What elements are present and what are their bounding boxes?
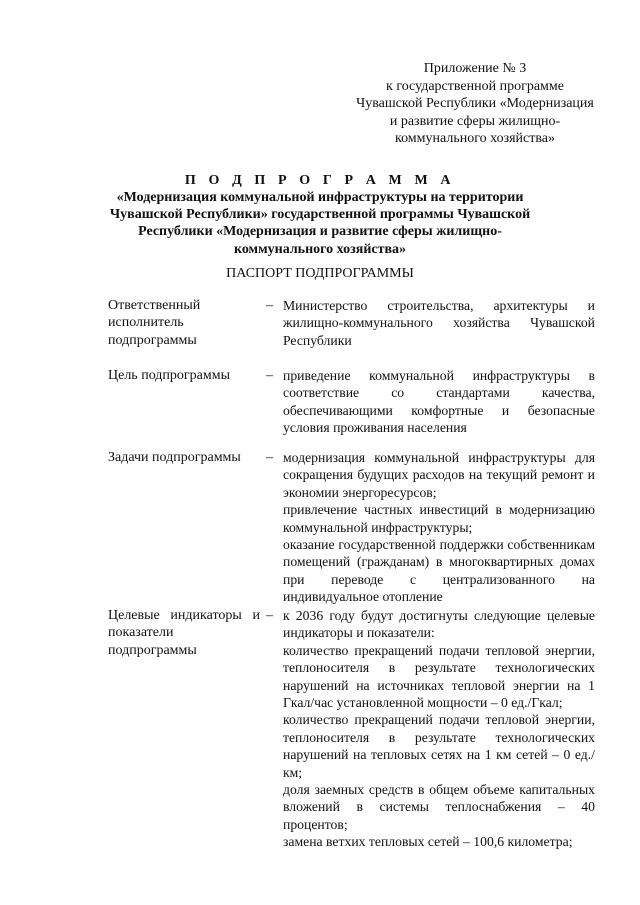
value-paragraph: привлечение частных инвестиций в модернизацию коммунальной инфраструктуры; [283,502,595,535]
subprogram-title-line: «Модернизация коммунальной инфраструктуры на территории [116,190,524,205]
row-value [283,367,595,437]
row-label: Задачи подпрограммы [108,450,241,465]
value-paragraph: к 2036 году будут достигнуты следующие целевые индикаторы и показатели: [283,608,595,641]
row-label: Целевые индикаторы и показатели подпрограммы [108,608,260,658]
subprogram-title-line: Чувашской Республики» государственной программы Чувашской [109,207,531,223]
appendix-line: и развитие сферы жилищно- [389,113,561,129]
subprogram-title [100,189,540,258]
row-dash: – [266,450,273,465]
appendix-line: Чувашской Республики «Модернизация [356,96,594,112]
row-label: Цель подпрограммы [108,368,230,383]
subprogram-title-line: коммунального хозяйства» [233,241,407,257]
row-dash: – [266,298,273,313]
appendix-note [340,60,610,148]
appendix-line: коммунального хозяйства» [394,131,556,147]
row-value [283,449,595,606]
row-value [283,607,595,851]
appendix-line: Приложение № 3 [423,61,527,76]
value-paragraph: доля заемных средств в общем объеме капитальных вложений в системы теплоснабжения – 40 процентов; [283,782,595,832]
value-paragraph: количество прекращений подачи тепловой энергии, теплоносителя в результате технологических нарушений на источниках тепловой энергии на 1 Гкал/час установленной мощности – 0 ед./Гкал; [283,642,595,711]
row-value [283,297,595,349]
value-paragraph: Министерство строительства, архитектуры и жилищно-коммунального хозяйства Чувашской Республики [283,298,595,348]
value-paragraph: количество прекращений подачи тепловой энергии, теплоносителя в результате технологических нарушений на тепловых сетях на 1 км сетей – 0 ед./км; [283,712,595,780]
subprogram-title-line: Республики «Модернизация и развитие сферы жилищно- [138,224,502,240]
value-paragraph: модернизация коммунальной инфраструктуры для сокращения будущих расходов на текущий ремонт и экономии энергоресурсов; [283,450,595,500]
subprogram-heading: П О Д П Р О Г Р А М М А [184,173,456,188]
value-paragraph: оказание государственной поддержки собственникам помещений (гражданам) в многоквартирных домах при переводе с централизованного на индивидуальное отопление [283,537,595,605]
value-paragraph: приведение коммунальной инфраструктуры в соответствие со стандартами качества, обеспечивающими комфортные и безопасные условия проживания населения [283,368,595,436]
row-label: Ответственный исполнитель подпрограммы [108,298,201,348]
appendix-line: к государственной программе [386,78,564,94]
passport-title: ПАСПОРТ ПОДПРОГРАММЫ [226,266,414,281]
row-dash: – [266,608,273,623]
value-paragraph: замена ветхих тепловых сетей – 100,6 километра; [283,834,573,850]
row-dash: – [266,368,273,383]
